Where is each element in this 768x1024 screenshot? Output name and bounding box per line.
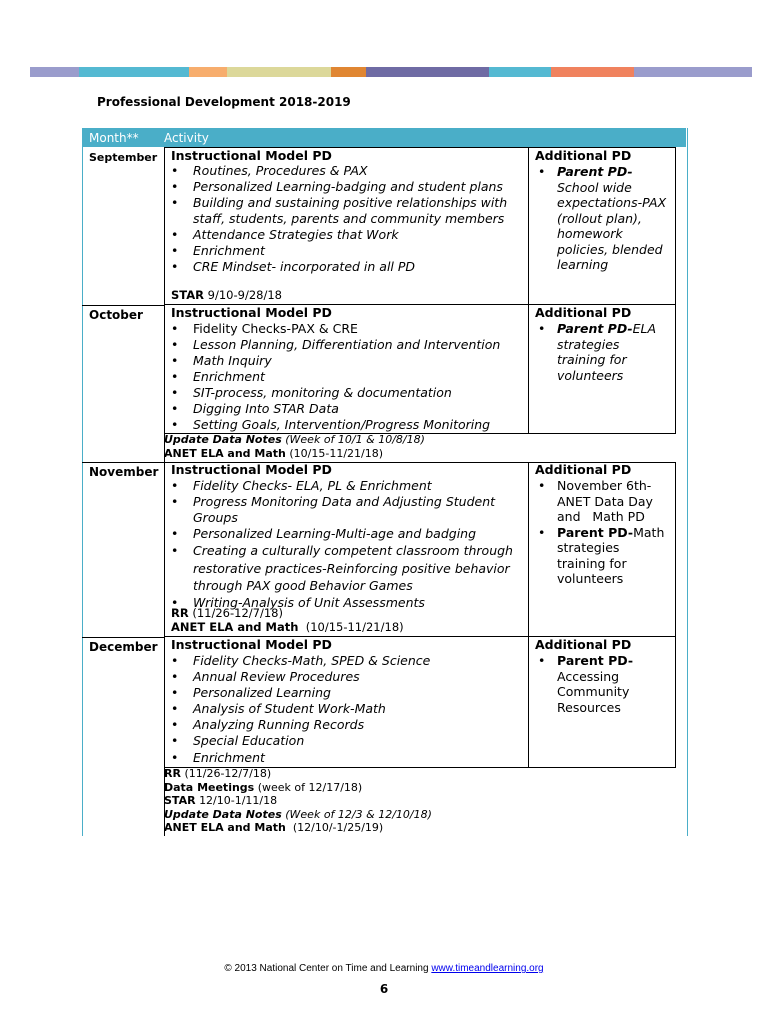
table-header — [82, 128, 686, 147]
list-item: • Enrichment — [164, 243, 507, 259]
list-item: • Analyzing Running Records — [164, 717, 430, 733]
color-segment — [366, 67, 427, 77]
add-line: expectations-PAX — [557, 195, 667, 210]
note-text: (10/15-11/21/18) — [305, 619, 404, 634]
note-text: (12/10/-1/25/19) — [292, 821, 384, 834]
note-label: ANET ELA and Math — [164, 446, 286, 460]
add-line: Community — [557, 684, 630, 699]
add-line: November 6th- — [557, 478, 652, 493]
add-line: volunteers — [557, 367, 624, 383]
add-line: training for — [557, 555, 627, 571]
color-segment — [227, 67, 331, 77]
add-line: volunteers — [557, 571, 624, 586]
color-segment — [634, 67, 752, 77]
list-item: • Math Inquiry — [164, 353, 500, 369]
add-line: Math — [633, 524, 665, 540]
footer — [0, 963, 768, 974]
color-segment — [189, 67, 227, 77]
list-item: • CRE Mindset- incorporated in all PD — [164, 259, 507, 275]
additional-item — [535, 164, 666, 273]
color-segment — [139, 67, 189, 77]
note-text: (Week of 12/3 & 12/10/18) — [285, 807, 432, 821]
list-item: • Routines, Procedures & PAX — [164, 163, 507, 179]
add-line: policies, blended — [557, 241, 663, 257]
row-divider — [82, 305, 164, 306]
list-item — [164, 195, 507, 227]
cell-divider — [528, 463, 529, 636]
add-line: and Math PD — [557, 509, 645, 524]
note-label: Update Data Notes — [164, 807, 282, 821]
month-september: September — [89, 151, 158, 164]
color-segment — [331, 67, 366, 77]
list-item — [164, 542, 513, 595]
additional-item — [535, 525, 664, 587]
list-item: • Fidelity Checks- ELA, PL & Enrichment — [164, 478, 513, 494]
list-item: • Lesson Planning, Differentiation and Intervention — [164, 337, 500, 353]
december-list — [164, 653, 430, 767]
add-line: ANET Data Day — [557, 493, 653, 509]
item-line: restorative practices-Reinforcing positive behavior — [193, 560, 510, 576]
star-dates: 9/10-9/28/18 — [207, 288, 282, 302]
list-item: • Writing-Analysis of Unit Assessments — [164, 595, 513, 611]
add-line: Accessing — [557, 668, 620, 684]
november-notes — [171, 607, 404, 634]
list-item: • Annual Review Procedures — [164, 669, 430, 685]
list-item — [164, 494, 513, 526]
additional-item — [535, 321, 656, 383]
list-item: • Attendance Strategies that Work — [164, 227, 507, 243]
october-additional — [535, 321, 656, 383]
november-heading: Instructional Model PD — [171, 462, 332, 477]
list-item: • Personalized Learning-badging and student plans — [164, 179, 507, 195]
cell-divider — [528, 305, 529, 433]
parent-pd-label: Parent PD- — [557, 524, 634, 540]
list-item: • SIT-process, monitoring & documentation — [164, 385, 500, 401]
page-title: Professional Development 2018-2019 — [97, 95, 351, 109]
row-divider — [82, 462, 164, 463]
add-line: strategies — [557, 540, 620, 555]
list-item: • Fidelity Checks-Math, SPED & Science — [164, 653, 430, 669]
cell-divider — [528, 637, 529, 767]
note-text: (Week of 10/1 & 10/8/18) — [285, 433, 425, 446]
header-activity: Activity — [164, 131, 209, 145]
row-divider — [82, 637, 164, 638]
additional-item — [535, 478, 664, 525]
item-line: through PAX good Behavior Games — [193, 578, 413, 593]
header-month: Month** — [89, 131, 139, 145]
month-october: October — [89, 308, 143, 322]
note-label: STAR — [164, 794, 196, 807]
item-line: Building and sustaining positive relationships with — [193, 195, 508, 210]
note-label: ANET ELA and Math — [171, 619, 299, 634]
color-segment — [79, 67, 139, 77]
footer-copyright: © 2013 National Center on Time and Learning — [224, 963, 429, 974]
december-heading: Instructional Model PD — [171, 637, 332, 652]
list-item: • Special Education — [164, 733, 430, 749]
october-additional-heading: Additional PD — [535, 305, 632, 320]
list-item: • Enrichment — [164, 369, 500, 385]
note-text: (week of 12/17/18) — [257, 780, 363, 794]
list-item: • Personalized Learning — [164, 685, 430, 701]
october-notes — [164, 433, 425, 460]
note-text: (11/26-12/7/18) — [192, 606, 283, 620]
color-segment — [489, 67, 551, 77]
parent-pd-label: Parent PD- — [557, 164, 633, 179]
october-list — [164, 321, 500, 433]
month-december: December — [89, 640, 158, 654]
item-line: Groups — [193, 510, 238, 525]
item-line: Progress Monitoring Data and Adjusting Student — [193, 494, 496, 509]
november-additional — [535, 478, 664, 587]
add-line: learning — [557, 257, 609, 272]
add-line: training for — [557, 352, 627, 367]
cell-divider — [528, 148, 529, 304]
september-list — [164, 163, 507, 275]
list-item: • Setting Goals, Intervention/Progress Monitoring — [164, 417, 500, 433]
note-label: Update Data Notes — [164, 433, 282, 446]
note-text: 12/10-1/11/18 — [199, 794, 278, 807]
add-line: Resources — [557, 699, 621, 715]
add-line: School wide — [557, 179, 632, 195]
color-segment — [427, 67, 489, 77]
list-item: • Personalized Learning-Multi-age and badging — [164, 526, 513, 542]
item-line: staff, students, parents and community members — [193, 211, 505, 226]
list-item: • Enrichment — [164, 749, 430, 767]
add-line: strategies — [557, 336, 620, 352]
october-heading: Instructional Model PD — [171, 305, 332, 320]
add-line: (rollout plan), — [557, 210, 642, 226]
november-additional-heading: Additional PD — [535, 462, 632, 477]
december-additional-heading: Additional PD — [535, 637, 632, 652]
add-line: homework — [557, 226, 623, 241]
list-item: • Fidelity Checks-PAX & CRE — [164, 321, 500, 337]
september-heading: Instructional Model PD — [171, 148, 332, 163]
december-notes — [164, 767, 432, 835]
november-list — [164, 478, 513, 611]
additional-item — [535, 653, 633, 715]
color-segment — [30, 67, 79, 77]
note-text: (10/15-11/21/18) — [289, 446, 384, 460]
page-number: 6 — [379, 982, 389, 996]
note-label: RR — [171, 606, 189, 620]
footer-link[interactable]: www.timeandlearning.org — [431, 963, 544, 974]
september-additional-heading: Additional PD — [535, 148, 632, 163]
star-label: STAR — [171, 288, 204, 302]
note-text: (11/26-12/7/18) — [184, 767, 272, 780]
color-segment — [551, 67, 634, 77]
parent-pd-label: Parent PD- — [557, 653, 634, 668]
note-label: Data Meetings — [164, 780, 255, 794]
list-item: • Analysis of Student Work-Math — [164, 701, 430, 717]
star-note — [171, 289, 282, 303]
item-line: Creating a culturally competent classroom through — [193, 543, 513, 558]
list-item: • Digging Into STAR Data — [164, 401, 500, 417]
december-additional — [535, 653, 633, 715]
note-label: RR — [164, 767, 181, 780]
color-bar — [30, 67, 752, 77]
parent-pd-label: Parent PD- — [557, 321, 633, 336]
add-line: ELA — [632, 321, 657, 336]
note-label: ANET ELA and Math — [164, 821, 286, 834]
september-additional — [535, 164, 666, 273]
month-november: November — [89, 465, 159, 479]
